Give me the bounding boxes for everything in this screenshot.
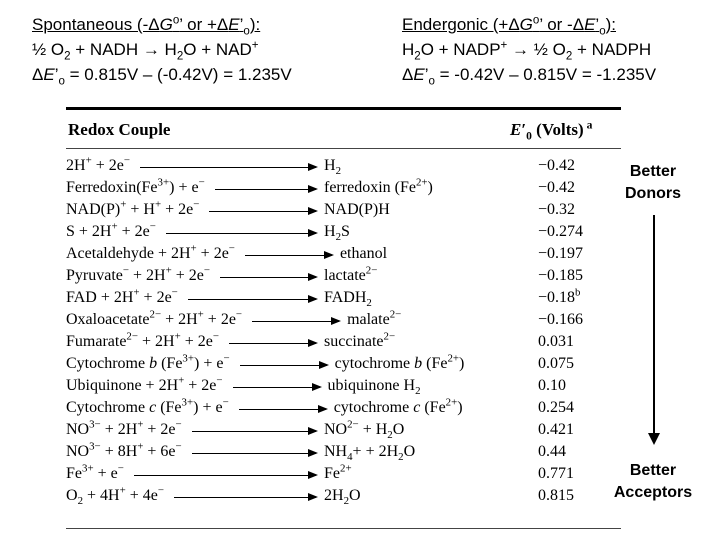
better-acceptors-label [598, 460, 708, 504]
potential-value: 0.421 [538, 421, 574, 438]
product-text: lactate$^{2-}$ [324, 264, 378, 284]
better-acceptors-line2: Acceptors [613, 484, 693, 501]
column-header-potential: $E'_0$ (Volts) $^a$ [510, 118, 593, 143]
reaction-arrow-icon [140, 167, 316, 168]
table-row [66, 308, 621, 333]
table-top-rule [66, 107, 621, 110]
column-header-redox-couple: Redox Couple [68, 120, 171, 139]
reactants-text: 2H+ + 2e− [66, 154, 130, 174]
reactants-text: Acetaldehyde + 2H+ + 2e− [66, 242, 235, 262]
reactants-text: Ubiquinone + 2H+ + 2e− [66, 374, 223, 394]
reaction-arrow-icon [192, 431, 316, 432]
table-row [66, 462, 621, 487]
product-text: $NO^{2-} + H_2O$ [324, 418, 405, 442]
reaction-arrow-icon [188, 299, 316, 300]
table-row [66, 396, 621, 421]
potential-value: 0.075 [538, 355, 574, 372]
reaction-arrow-icon [174, 497, 316, 498]
better-donors-label [598, 161, 708, 205]
reactants-text: $O_2 + 4H^+ + 4e^-$ [66, 484, 164, 508]
potential-value: −0.42 [538, 157, 576, 174]
product-text: ubiquinone $H_2$ [327, 377, 421, 398]
table-row [66, 374, 621, 399]
spontaneous-title: Spontaneous ($-\Delta G^o$’ or $+\Delta E’_o$): [32, 14, 261, 38]
reaction-arrow-icon [215, 189, 316, 190]
reactants-text: $Ferredoxin(Fe^{3+}) + e^-$ [66, 176, 205, 196]
redox-table [66, 107, 621, 532]
product-text: $NH_4+ + 2H_2O$ [324, 443, 416, 464]
product-text: $FADH_2$ [324, 289, 372, 310]
potential-value: 0.031 [538, 333, 574, 350]
table-row [66, 484, 621, 509]
table-row [66, 352, 621, 377]
reaction-arrow-icon [240, 365, 327, 366]
spontaneous-equation: ½ $O_2$ + NADH → $H_2O + NAD^+$ [32, 39, 259, 63]
product-text: $2H_2O$ [324, 487, 361, 508]
reactants-text: $NO^{3-} + 8H^+ + 6e^-$ [66, 440, 182, 460]
product-text: cytochrome b $(Fe^{2+})$ [334, 352, 465, 372]
potential-value: −0.274 [538, 223, 584, 240]
product-text: $H_2$ [324, 157, 341, 178]
product-text: cytochrome c $(Fe^{2+})$ [333, 396, 463, 416]
potential-value: 0.254 [538, 399, 574, 416]
product-text: $Fe^{2+}$ [324, 462, 352, 482]
potential-value: −0.18$^b$ [538, 286, 581, 306]
reaction-arrow-icon [192, 453, 316, 454]
reactants-text: $Fe^{3+} + e^-$ [66, 462, 124, 482]
product-text: malate$^{2-}$ [347, 308, 402, 328]
potential-value: 0.44 [538, 443, 566, 460]
reaction-arrow-icon [229, 343, 316, 344]
table-row [66, 242, 621, 267]
reactants-text: Cytochrome b $(Fe^{3+}) + e^-$ [66, 352, 230, 372]
endergonic-delta: $\Delta E’_o = -0.42V - 0.815V = -1.235V$ [402, 65, 657, 88]
better-acceptors-line1: Better [629, 462, 677, 479]
table-row [66, 220, 621, 245]
better-donors-line2: Donors [625, 185, 681, 202]
reaction-arrow-icon [233, 387, 320, 388]
table-row [66, 154, 621, 179]
better-donors-line1: Better [629, 163, 677, 180]
table-row [66, 330, 621, 355]
reaction-arrow-icon [166, 233, 316, 234]
table-row [66, 176, 621, 201]
donor-to-acceptor-arrow-icon [653, 215, 655, 437]
reactants-text: S + 2H+ + 2e− [66, 220, 156, 240]
reaction-arrow-icon [134, 475, 316, 476]
table-bottom-rule [66, 528, 621, 529]
reactants-text: NAD(P)+ + H+ + 2e− [66, 198, 200, 218]
product-text: NAD(P)H [324, 201, 390, 218]
reactants-text: Oxaloacetate$^{2-}$ + 2H+ + 2e− [66, 308, 243, 328]
table-header-rule [66, 148, 621, 149]
potential-value: −0.42 [538, 179, 576, 196]
product-text: $H_2S$ [324, 223, 350, 244]
reactants-text: FAD + 2H+ + 2e− [66, 286, 178, 306]
table-row [66, 418, 621, 443]
potential-value: −0.197 [538, 245, 584, 262]
potential-value: 0.815 [538, 487, 574, 504]
product-text: succinate$^{2-}$ [324, 330, 396, 350]
reactants-text: Cytochrome c $(Fe^{3+}) + e^-$ [66, 396, 229, 416]
product-text: ferredoxin $(Fe^{2+})$ [324, 176, 433, 196]
reaction-arrow-icon [245, 255, 332, 256]
reactants-text: Pyruvate− + 2H+ + 2e− [66, 264, 210, 284]
reaction-arrow-icon [220, 277, 316, 278]
reaction-arrow-icon [209, 211, 316, 212]
spontaneous-delta: $\Delta E’_o = 0.815V - (-0.42V) = 1.235V$ [32, 65, 292, 88]
endergonic-title: Endergonic ($+\Delta G^o$’ or $-\Delta E’_o$): [402, 14, 616, 38]
reaction-arrow-icon [252, 321, 339, 322]
reactants-text: Fumarate$^{2-}$ + 2H+ + 2e− [66, 330, 219, 350]
reaction-arrow-icon [239, 409, 326, 410]
product-text: ethanol [339, 245, 388, 262]
potential-value: −0.32 [538, 201, 576, 218]
table-row [66, 264, 621, 289]
potential-value: −0.166 [538, 311, 584, 328]
endergonic-equation: $H_2O$ + NADP+ → ½ $O_2$ + NADPH [402, 39, 652, 63]
potential-value: −0.185 [538, 267, 584, 284]
reactants-text: $NO^{3-} + 2H^+ + 2e^-$ [66, 418, 182, 438]
potential-value: 0.771 [538, 465, 574, 482]
potential-value: 0.10 [538, 377, 566, 394]
